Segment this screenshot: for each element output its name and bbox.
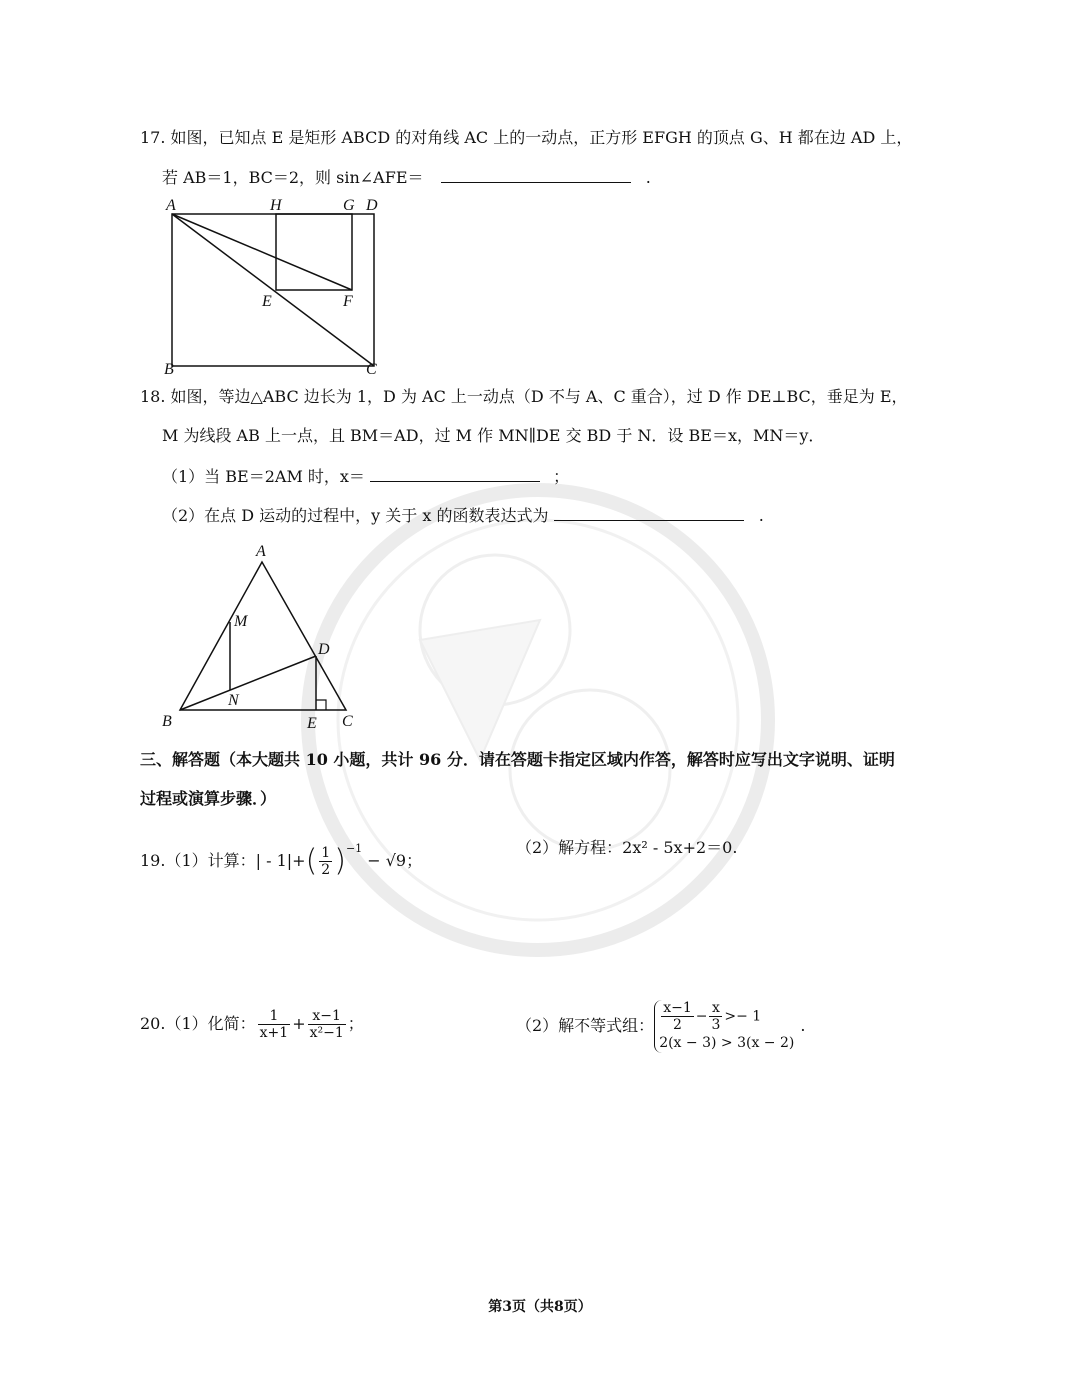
q17-label-E: E <box>262 293 272 310</box>
q17-line2 <box>162 164 651 190</box>
q20-inequality-system <box>654 1000 794 1053</box>
q17-line2-text: 若 AB＝1，BC＝2，则 sin∠AFE＝ <box>162 168 424 187</box>
q18-label-E: E <box>307 715 317 732</box>
q19-frac-num: 1 <box>321 845 331 861</box>
q20-ineq1-frac1-den: 2 <box>673 1017 682 1033</box>
q19-frac-den: 2 <box>321 862 331 878</box>
q20-frac2-den: x²−1 <box>309 1025 344 1041</box>
q18-part2 <box>162 502 764 528</box>
q17-label-H: H <box>270 197 282 214</box>
q18-part1-blank[interactable] <box>370 463 540 482</box>
q17-line2-end: . <box>645 168 651 187</box>
q17-label-A: A <box>166 197 176 214</box>
q20-plus: + <box>292 1014 306 1033</box>
right-angle-mark <box>316 700 326 710</box>
q17-answer-blank[interactable] <box>441 164 631 183</box>
page-footer: 第3页（共8页） <box>488 1299 592 1315</box>
q18-line2: M 为线段 AB 上一点，且 BM＝AD，过 M 作 MN∥DE 交 BD 于 N．设 BE＝x，MN＝y． <box>162 426 825 445</box>
segment-AF <box>172 214 352 290</box>
q17-line1: 17. 如图，已知点 E 是矩形 ABCD 的对角线 AC 上的一动点，正方形 EFGH 的顶点 G、H 都在边 AD 上， <box>140 128 913 147</box>
q18-part1-text: （1）当 BE＝2AM 时，x＝ <box>162 467 365 486</box>
q19-part1-suffix: − √9； <box>362 851 423 870</box>
q18-part1-end: ； <box>553 467 570 486</box>
q20-ineq1-frac2-den: 3 <box>711 1017 721 1033</box>
q17-label-F: F <box>343 293 353 310</box>
q18-label-C: C <box>342 713 353 730</box>
q18-label-B: B <box>162 713 172 730</box>
q20-part1-prefix: 20.（1）化简： <box>140 1014 256 1033</box>
q18-label-N: N <box>228 692 239 709</box>
q20-ineq2: 2(x − 3) > 3(x − 2) <box>659 1035 795 1051</box>
q20-fraction1 <box>258 1008 291 1041</box>
section3-line1: 三、解答题（本大题共 10 小题，共计 96 分．请在答题卡指定区域内作答，解答时应写出文字说明、证明 <box>140 750 895 769</box>
q17-label-C: C <box>366 361 377 378</box>
q18-line1: 18. 如图，等边△ABC 边长为 1，D 为 AC 上一动点（D 不与 A、C 重合），过 D 作 DE⊥BC，垂足为 E， <box>140 387 908 406</box>
q20-part2-prefix: （2）解不等式组： <box>516 1016 655 1035</box>
q19-exponent: −1 <box>345 842 363 855</box>
q18-label-D: D <box>318 641 330 658</box>
q20-ineq1-frac2-num: x <box>709 1000 722 1017</box>
q20-part2-end: . <box>800 1016 806 1035</box>
q17-label-B: B <box>164 361 174 378</box>
q17-label-D: D <box>366 197 378 214</box>
q18-label-M: M <box>234 613 248 630</box>
q18-part2-blank[interactable] <box>554 502 744 521</box>
q19-part1-prefix: 19.（1）计算：| - 1|+ <box>140 851 306 870</box>
triangle-ABC <box>180 562 346 710</box>
q20-frac1-den: x+1 <box>259 1025 289 1041</box>
q20-fraction2 <box>308 1008 346 1041</box>
q20-frac1-num: 1 <box>258 1008 291 1025</box>
q20-ineq1-minus: − <box>695 1008 708 1025</box>
q18-figure <box>150 540 370 735</box>
q20-ineq1-frac1-num: x−1 <box>663 1000 692 1016</box>
section3-line2: 过程或演算步骤．） <box>140 789 277 808</box>
q18-part2-text: （2）在点 D 运动的过程中，y 关于 x 的函数表达式为 <box>162 506 549 525</box>
square-EFGH <box>276 214 352 290</box>
q17-figure <box>150 190 400 380</box>
q20-ineq1-rhs: >− 1 <box>724 1008 762 1025</box>
q20-part1-end: ； <box>347 1014 364 1033</box>
q20-part2 <box>516 1000 805 1053</box>
q19-fraction <box>319 845 332 878</box>
q19-part1: 19.（1）计算：| - 1|+( $\frac{1}{2}$ )$^{-1}$ − √9； <box>140 842 423 879</box>
q17-label-G: G <box>343 197 355 214</box>
q19-part2: （2）解方程：2x² - 5x+2＝0. <box>516 838 738 857</box>
q18-part2-end: . <box>758 506 764 525</box>
q18-label-A: A <box>256 543 266 560</box>
q20-part1 <box>140 1004 364 1044</box>
q20-ineq1 <box>659 1000 794 1033</box>
q20-frac2-num: x−1 <box>308 1008 346 1025</box>
q18-part1 <box>162 463 569 489</box>
segment-BD <box>180 656 316 710</box>
